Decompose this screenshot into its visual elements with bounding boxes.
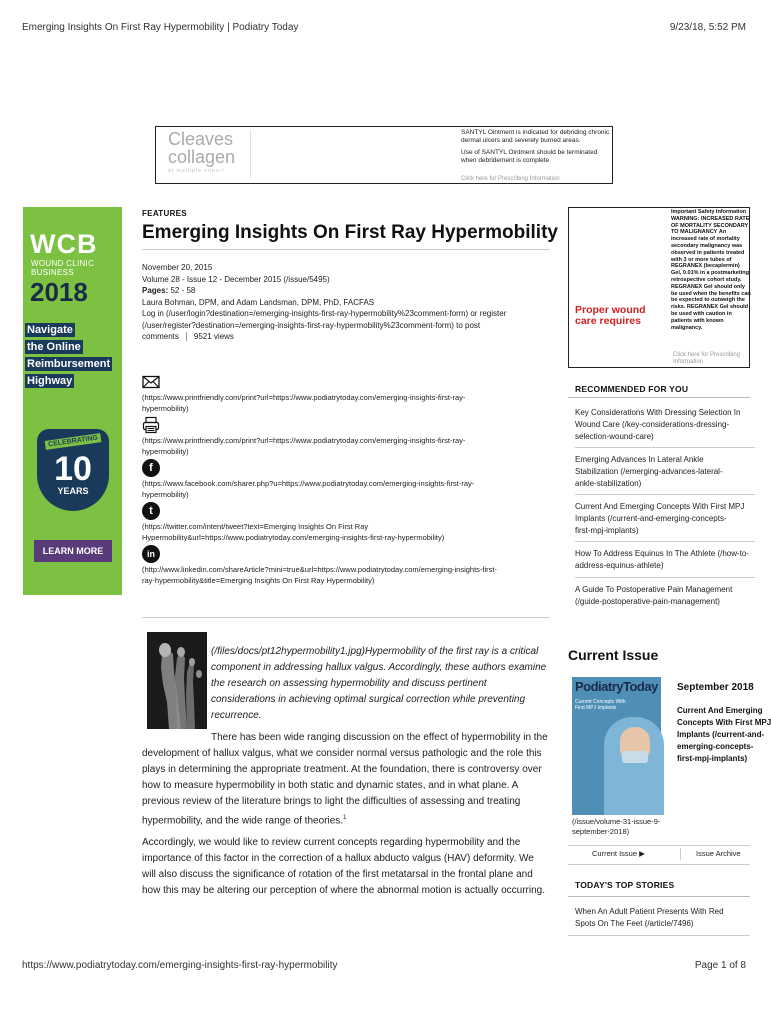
footnote-ref[interactable]: 1 xyxy=(343,815,347,821)
print-icon[interactable] xyxy=(142,416,160,434)
list-item[interactable] xyxy=(575,501,755,542)
cover-headline xyxy=(575,699,626,711)
share-linkedin-url-cont[interactable]: ray-hypermobility&title=Emerging Insights On First Ray Hypermobility) xyxy=(142,576,375,585)
issue-divider xyxy=(568,845,750,846)
list-item[interactable] xyxy=(575,454,755,495)
paragraph-1-text: There has been wide ranging discussion on the effect of hypermobility in the development of hallux valgus, what we consider normal versus pathologic and the role this plays in determining the appropriate treatment. At the foundation, there is controversy over how to measure hypermobility in both static and dynamic states, and in what plane. A previous review of the literature brings to light the difficulties of assessing and treating hypermobility, and the wide range of theories. xyxy=(142,732,548,827)
ad-prescribing-info-link[interactable]: Click here for Prescribing Information xyxy=(461,176,560,182)
meta-separator xyxy=(186,332,187,341)
anniversary-shield xyxy=(37,429,109,511)
ad-logo xyxy=(168,130,251,178)
issue-feature-line3[interactable]: Implants (/current-and- xyxy=(677,730,765,739)
share-email[interactable] xyxy=(142,373,552,414)
ad-safety-warning: Important Safety Information WARNING: INCREASED RATE OF MORTALITY SECONDARY TO MALIGNANCY xyxy=(671,209,750,236)
recommended-divider xyxy=(568,397,750,398)
pages-value: 52 - 58 xyxy=(170,286,196,295)
issue-divider-bottom xyxy=(568,864,750,865)
ad-headline xyxy=(575,305,646,327)
issue-cover-image[interactable] xyxy=(572,677,661,815)
ad-nav-line2: the Online xyxy=(27,341,81,353)
recommended-item-line2[interactable]: (/guide-postoperative-pain-management) xyxy=(575,597,720,606)
share-print-url[interactable]: (https://www.printfriendly.com/print?url=https://www.podiatrytoday.com/emerging-insights-first-ray- xyxy=(142,436,466,445)
top-stories-divider xyxy=(568,896,750,897)
left-sidebar-ad[interactable] xyxy=(23,207,122,595)
share-linkedin-url[interactable]: (http://www.linkedin.com/shareArticle?mini=true&url=https://www.podiatrytoday.com/emerging-insights-first- xyxy=(142,565,497,574)
cover-headline-line1: Current Concepts With xyxy=(575,699,626,705)
article-meta xyxy=(142,262,552,343)
ad-logo-line1: Cleaves xyxy=(168,129,234,149)
ad-indication-text: SANTYL Ointment is indicated for debriding chronic dermal ulcers and severely burned areas. xyxy=(461,129,610,144)
recommended-item-line2[interactable]: address-equinus-athlete) xyxy=(575,561,664,570)
recommended-item-line3[interactable]: selection-wound-care) xyxy=(575,432,654,441)
recommended-item-line1[interactable]: Current And Emerging Concepts With First MPJ xyxy=(575,502,745,511)
view-count: 9521 views xyxy=(193,332,234,341)
ad-logo-line2: collagen xyxy=(168,147,236,167)
list-item[interactable] xyxy=(575,548,755,578)
recommended-item-line3[interactable]: first-mpj-implants) xyxy=(575,526,639,535)
recommended-item-line1[interactable]: How To Address Equinus In The Athlete (/how-to- xyxy=(575,549,750,558)
list-item[interactable] xyxy=(575,407,755,448)
issue-feature-line1[interactable]: Current And Emerging xyxy=(677,706,763,715)
issue-url-line2[interactable]: september-2018) xyxy=(572,827,630,836)
share-links xyxy=(142,371,552,586)
share-print-url-cont[interactable]: hypermobility) xyxy=(142,447,189,456)
article-title: Emerging Insights On First Ray Hypermobility xyxy=(142,222,558,243)
print-footer-page-number: Page 1 of 8 xyxy=(694,960,746,971)
recommended-item-line1[interactable]: Key Considerations With Dressing Selection In xyxy=(575,408,741,417)
top-stories-heading: TODAY'S TOP STORIES xyxy=(575,880,675,890)
article-body xyxy=(142,644,550,905)
share-twitter[interactable] xyxy=(142,502,552,543)
ad-prescribing-info-link[interactable]: Click here for Prescribing Information xyxy=(673,352,741,365)
ad-year: 2018 xyxy=(30,277,88,307)
register-link[interactable]: (/user/register?destination=/emerging-insights-first-ray-hypermobility%23comment-form) to post xyxy=(142,320,481,330)
ad-headline-line2: care requires xyxy=(575,315,641,327)
issue-title[interactable]: September 2018 xyxy=(677,682,754,693)
ad-usage-text: Use of SANTYL Ointment should be terminated when debridement is complete xyxy=(461,149,598,164)
ad-safety-text: An increased rate of mortality secondary malignancy was observed in patients treated with 3 or more tubes of REGRANEX (becaplermin) Gel, 0.01% in a postmarketing retrospective cohort study. REGRANEX Gel should only be used when the benefits can be expected to outweigh the risks. REGRANEX Gel should be used with caution in patients with known malignancy. xyxy=(671,229,751,331)
share-facebook-url-cont[interactable]: hypermobility) xyxy=(142,490,189,499)
print-header-datetime: 9/23/18, 5:52 PM xyxy=(669,22,746,33)
share-email-url-cont[interactable]: hypermobility) xyxy=(142,404,189,413)
share-email-url[interactable]: (https://www.printfriendly.com/print?url=https://www.podiatrytoday.com/emerging-insights-first-ray- xyxy=(142,393,466,402)
current-issue-button[interactable]: Current Issue ▶ xyxy=(592,849,645,858)
right-sidebar-ad[interactable] xyxy=(568,207,750,368)
current-issue-heading: Current Issue xyxy=(568,647,659,663)
twitter-icon[interactable]: t xyxy=(142,502,160,520)
share-twitter-url[interactable]: (https://twitter.com/intent/tweet?text=Emerging Insights On First Ray xyxy=(142,522,369,531)
facebook-icon[interactable]: f xyxy=(142,459,160,477)
ad-safety-info xyxy=(671,209,751,349)
ad-subtitle-line2: BUSINESS xyxy=(31,268,74,277)
list-item[interactable] xyxy=(575,906,755,930)
recommended-item-line1[interactable]: Emerging Advances In Lateral Ankle xyxy=(575,455,704,464)
article-paragraph-1 xyxy=(142,730,550,829)
recommended-list xyxy=(575,407,755,619)
comments-link[interactable]: comments xyxy=(142,332,179,341)
section-label[interactable]: FEATURES xyxy=(142,209,187,218)
cover-doctor-mask xyxy=(622,751,648,763)
login-link[interactable]: Log in (/user/login?destination=/emerging-insights-first-ray-hypermobility%23comment-form) or register xyxy=(142,309,507,318)
issue-url-line1[interactable]: (/issue/volume-31-issue-9- xyxy=(572,817,661,826)
article-paragraph-2: Accordingly, we would like to review current concepts regarding hypermobility and the importance of this factor in the correction of a hallux abducto valgus (HAV) deformity. We will also discuss the significance of rotation of the first metatarsal in the frontal plane and how this may be altering our perception of where the abnormal motion is actually occurring. xyxy=(142,837,545,897)
ad-nav-line1: Navigate xyxy=(27,324,73,336)
recommended-item-line1[interactable]: A Guide To Postoperative Pain Management xyxy=(575,585,733,594)
ad-nav-text xyxy=(25,323,112,391)
linkedin-icon[interactable]: in xyxy=(142,545,160,563)
issue-feature-line5[interactable]: first-mpj-implants) xyxy=(677,754,748,763)
article-authors: Laura Bohman, DPM, and Adam Landsman, DPM, PhD, FACFAS xyxy=(142,297,375,307)
article-pages xyxy=(142,285,552,297)
email-icon[interactable] xyxy=(142,373,160,391)
top-story-line2[interactable]: Spots On The Feet (/article/7496) xyxy=(575,919,694,928)
issue-feature-link[interactable] xyxy=(677,705,771,765)
recommended-item-line2[interactable]: Stabilization (/emerging-advances-lateral- xyxy=(575,467,723,476)
share-print[interactable] xyxy=(142,416,552,457)
issue-feature-line4[interactable]: emerging-concepts- xyxy=(677,742,754,751)
recommended-item-line3[interactable]: ankle-stabilization) xyxy=(575,479,642,488)
article-date: November 20, 2015 xyxy=(142,263,213,272)
share-twitter-url-cont[interactable]: Hypermobility&url=https://www.podiatrytoday.com/emerging-insights-first-ray-hypermobility) xyxy=(142,533,445,542)
title-divider xyxy=(142,249,550,250)
recommended-item-line2[interactable]: Implants (/current-and-emerging-concepts- xyxy=(575,514,727,523)
issue-feature-line2[interactable]: Concepts With First MPJ xyxy=(677,718,771,727)
ad-subtitle-line1: WOUND CLINIC xyxy=(31,259,95,268)
share-facebook[interactable] xyxy=(142,459,552,500)
body-divider xyxy=(142,617,550,618)
print-footer-url: https://www.podiatrytoday.com/emerging-insights-first-ray-hypermobility xyxy=(22,960,338,971)
cover-headline-line2: First MPJ Implants xyxy=(575,705,617,711)
comments-views-row xyxy=(142,331,552,343)
ad-logo-tag: at multiple sites¹² xyxy=(168,168,225,174)
share-linkedin[interactable] xyxy=(142,545,552,586)
top-banner-ad[interactable] xyxy=(155,126,613,184)
share-facebook-url[interactable]: (https://www.facebook.com/sharer.php?u=https://www.podiatrytoday.com/emerging-insights-first-ray- xyxy=(142,479,475,488)
recommended-heading: RECOMMENDED FOR YOU xyxy=(575,384,689,394)
ad-nav-line3: Reimbursement xyxy=(27,358,111,370)
article-volume-link[interactable]: Volume 28 - Issue 12 - December 2015 (/issue/5495) xyxy=(142,274,330,284)
learn-more-button[interactable]: LEARN MORE xyxy=(34,540,112,562)
print-header-title: Emerging Insights On First Ray Hypermobility | Podiatry Today xyxy=(22,22,299,33)
pages-label: Pages: xyxy=(142,286,169,295)
recommended-item-line2[interactable]: Wound Care (/key-considerations-dressing- xyxy=(575,420,730,429)
issue-archive-button[interactable]: Issue Archive xyxy=(696,849,741,858)
ad-text xyxy=(461,129,611,164)
ad-nav-line4: Highway xyxy=(27,375,73,387)
issue-url-link[interactable] xyxy=(572,817,660,837)
list-item[interactable] xyxy=(575,584,755,613)
top-stories-divider-bottom xyxy=(568,935,750,936)
top-story-line1[interactable]: When An Adult Patient Presents With Red xyxy=(575,907,724,916)
article-intro: (/files/docs/pt12hypermobility1.jpg)Hypermobility of the first ray is a critical component in addressing hallux valgus. Accordingly, these authors examine the research on assessing hypermobility and discuss pertinent considerations in achieving optimal surgical correction while preventing recurrence. xyxy=(211,646,547,721)
ad-headline-line1: Proper wound xyxy=(575,304,646,316)
ad-brand: WCB xyxy=(30,229,98,259)
shield-celebrating: CELEBRATING xyxy=(45,433,102,450)
cover-brand: PodiatryToday xyxy=(575,679,658,694)
shield-years: YEARS xyxy=(57,486,89,496)
shield-ten: 10 xyxy=(54,450,92,488)
ad-subtitle xyxy=(31,259,94,277)
issue-buttons-separator xyxy=(680,848,681,860)
